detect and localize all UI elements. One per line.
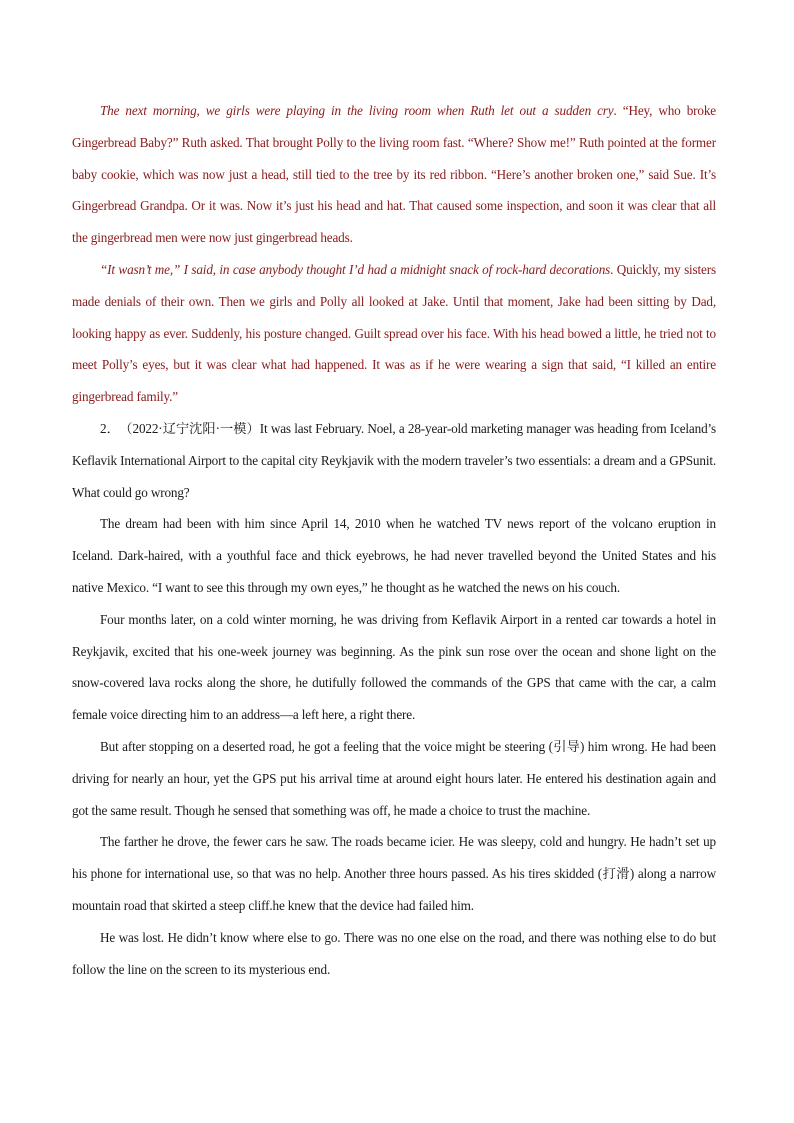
paragraph-text: . Quickly, my sisters made denials of their own. Then we girls and Polly all looked at Jake. Until that moment, Jake had been sitting by Dad, looking happy as ever. Suddenly, his posture changed. Guilt spread over his face. With his head bowed a little, he tried not to meet Polly’s eyes, but it was clear what had happened. It was as if he were wearing a sign that said, “I killed an entire gingerbread family.” (72, 261, 716, 405)
document-page (72, 95, 716, 985)
question-2-paragraph-3: Four months later, on a cold winter morning, he was driving from Keflavik Airport in a rented car towards a hotel in Reykjavik, excited that his one-week journey was beginning. As the pink sun rose over the ocean and shone light on the snow-covered lava rocks along the shore, he dutifully followed the commands of the GPS that came with the car, a calm female voice directing him to an address—a left here, a right there. (72, 611, 716, 723)
italic-sentence: “It wasn’t me,” I said, in case anybody thought I’d had a midnight snack of rock-hard decorations (100, 261, 611, 277)
italic-sentence: The next morning, we girls were playing in the living room when Ruth let out a sudden cry (100, 103, 614, 118)
question-2-paragraph-1 (72, 413, 716, 508)
paragraph-text: . “Hey, who broke Gingerbread Baby?” Ruth asked. That brought Polly to the living room fast. “Where? Show me!” Ruth pointed at the former baby cookie, which was now just a head, still tied to the tree by its red ribbon. “Here’s another broken one,” said Sue. It’s Gingerbread Grandpa. Or it was. Now it’s just his head and hat. That caused some inspection, and soon it was clear that all the gingerbread men were now just gingerbread heads. (72, 103, 716, 246)
question-2-paragraph-6: He was lost. He didn’t know where else to go. There was no one else on the road, and there was nothing else to do but follow the line on the screen to its mysterious end. (72, 929, 716, 977)
question-source: （2022·辽宁沈阳·一模） (125, 420, 260, 436)
question-2-paragraph-5: The farther he drove, the fewer cars he saw. The roads became icier. He was sleepy, cold and hungry. He hadn’t set up his phone for international use, so that was no help. Another three hours passed. As his tires skidded (打滑) along a narrow mountain road that skirted a steep cliff.he knew that the device had failed him. (72, 834, 716, 913)
question-number: 2． (100, 420, 120, 436)
question-2-paragraph-2: The dream had been with him since April 14, 2010 when he watched TV news report of the volcano eruption in Iceland. Dark-haired, with a youthful face and thick eyebrows, he had never travelled beyond the United States and his native Mexico. “I want to see this through my own eyes,” he thought as he watched the news on his couch. (72, 516, 716, 595)
question-2-paragraph-4: But after stopping on a deserted road, he got a feeling that the voice might be steering (引导) him wrong. He had been driving for nearly an hour, yet the GPS put his arrival time at around eight hours later. He entered his destination again and got the same result. Though he sensed that something was off, he made a choice to trust the machine. (72, 738, 716, 818)
passage-paragraph-2 (72, 254, 716, 413)
passage-paragraph-1 (72, 95, 716, 254)
paragraph-text: It was last February. Noel, a 28-year-old marketing manager was heading from Iceland’s Keflavik International Airport to the capital city Reykjavik with the modern traveler’s two essentials: a dream and a GPSunit. What could go wrong? (72, 420, 717, 500)
